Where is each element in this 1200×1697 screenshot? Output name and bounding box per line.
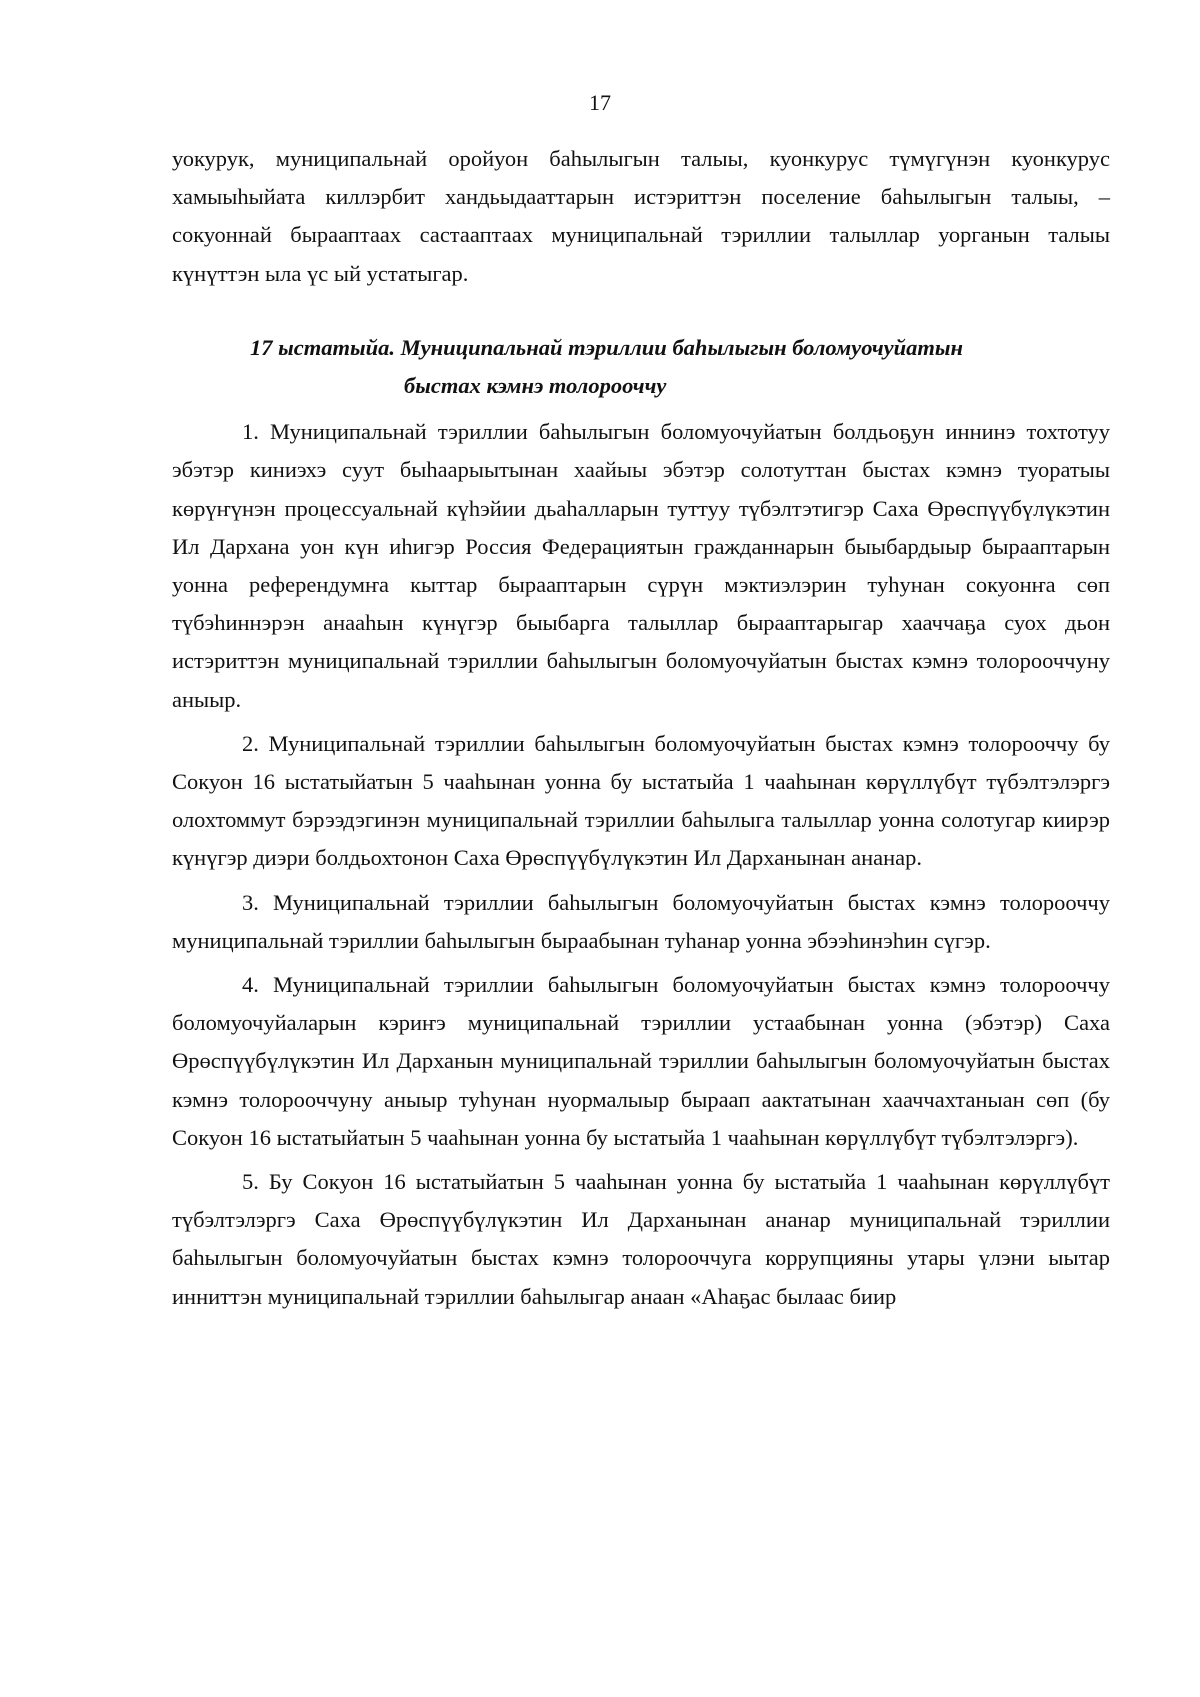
page-number: 17: [589, 90, 611, 115]
article-paragraph-3: 3. Муниципальнай тэриллии баһылыгын боломуочуйатын быстах кэмнэ толорооччу муниципальнай тэриллии баһылыгын быраабынан туһанар уонна эбээһинэһин сүгэр.: [172, 889, 1110, 953]
article-paragraph-1: 1. Муниципальнай тэриллии баһылыгын боломуочуйатын болдьоҕун иннинэ тохтотуу эбэтэр киниэхэ суут быһаарыытынан хаайыы эбэтэр солотуттан быстах кэмнэ туоратыы көрүҥүнэн процессуальнай күһэйии дьаһалларын туттуу түбэлтэтигэр Саха Өрөспүүбүлүкэтин Ил Дархана уон күн иһигэр Россия Федерациятын гражданнарын быыбардыыр бырааптарын уонна референдумҥа кыттар бырааптарын сүрүн мэктиэлэрин туһунан сокуонҥа сөп түбэһиннэрэн анааһын күнүгэр быыбарга талыллар бырааптарыгар хааччаҕа суох дьон истэриттэн муниципальнай тэриллии баһылыгын боломуочуйатын быстах кэмнэ толорооччуну аныыр.: [172, 419, 1110, 712]
article-paragraph-5: 5. Бу Сокуон 16 ыстатыйатын 5 чааһынан уонна бу ыстатыйа 1 чааһынан көрүллүбүт түбэлтэлэргэ Саха Өрөспүүбүлүкэтин Ил Дарханынан ананар муниципальнай тэриллии баһылыгын боломуочуйатын быстах кэмнэ толорооччуга коррупцияны утары үлэни ыытар инниттэн муниципальнай тэриллии баһылыгар анаан «Аһаҕас былаас биир: [172, 1169, 1110, 1309]
document-body: [172, 140, 1110, 1316]
intro-paragraph: уокурук, муниципальнай оройуон баһылыгын талыы, куонкурус түмүгүнэн куонкурус хамыыһыйата киллэрбит хандьыдааттарын истэриттэн поселение баһылыгын талыы, – сокуоннай бырааптаах састааптаах муниципальнай тэриллии талыллар уорганын талыы күнүттэн ыла үс ый устатыгар.: [172, 146, 1110, 286]
article-paragraph-4: 4. Муниципальнай тэриллии баһылыгын боломуочуйатын быстах кэмнэ толорооччу боломуочуйаларын кэриҥэ муниципальнай тэриллии устаабынан уонна (эбэтэр) Саха Өрөспүүбүлүкэтин Ил Дарханын муниципальнай тэриллии баһылыгын боломуочуйатын быстах кэмнэ толорооччуну аныыр туһунан нуормалыыр быраап аактатынан хааччахтаныан сөп (бу Сокуон 16 ыстатыйатын 5 чааһынан уонна бу ыстатыйа 1 чааһынан көрүллүбүт түбэлтэлэргэ).: [172, 972, 1110, 1150]
article-title-line-1: 17 ыстатыйа. Муниципальнай тэриллии баһылыгын боломуочуйатын: [250, 334, 964, 360]
article-title-line-2: быстах кэмнэ толорооччу: [404, 373, 667, 399]
article-paragraph-2: 2. Муниципальнай тэриллии баһылыгын боломуочуйатын быстах кэмнэ толорооччу бу Сокуон 16 ыстатыйатын 5 чааһынан уонна бу ыстатыйа 1 чааһынан көрүллүбүт түбэлтэлэргэ олохтоммут бэрээдэгинэн муниципальнай тэриллии баһылыга талыллар уонна солотугар киирэр күнүгэр диэри болдьохтонон Саха Өрөспүүбүлүкэтин Ил Дарханынан ананар.: [172, 730, 1110, 871]
article-heading: [172, 329, 1110, 405]
